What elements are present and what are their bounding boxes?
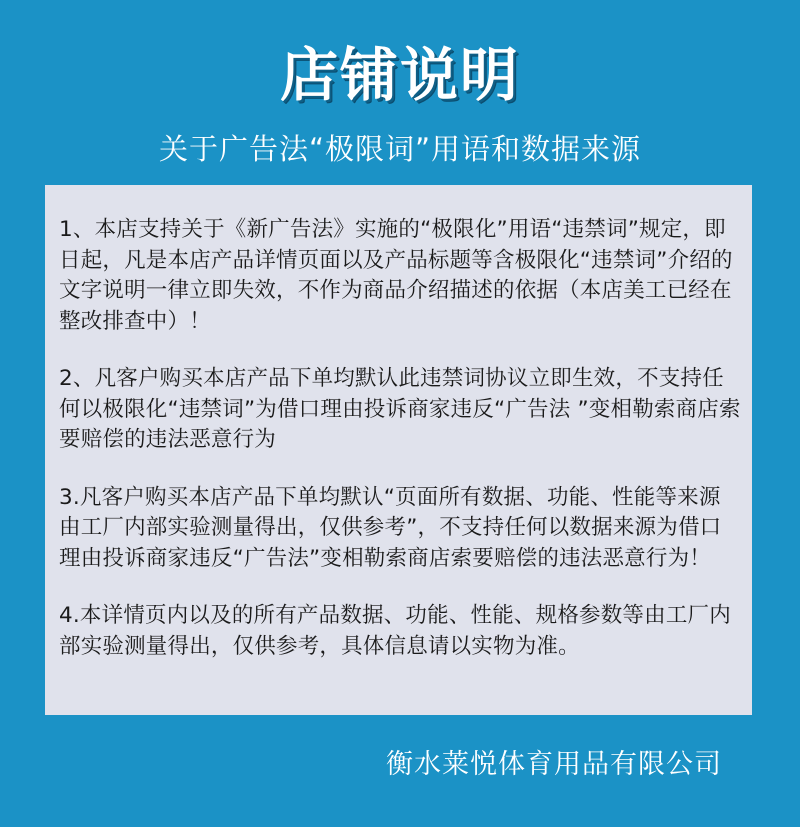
page-subtitle: 关于广告法“极限词”用语和数据来源 <box>158 132 642 166</box>
notice-paragraph-4: 4.本详情页内以及的所有产品数据、功能、性能、规格参数等由工厂内部实验测量得出，仅供参考，具体信息请以实物为准。 <box>59 603 731 659</box>
notice-paragraph-1: 1、本店支持关于《新广告法》实施的“极限化”用语“违禁词”规定，即日起，凡是本店产品详情页面以及产品标题等含极限化“违禁词”介绍的文字说明一律立即失效，不作为商品介绍描述的依据（本店美工已经在整改排查中）！ <box>59 217 733 334</box>
notice-paragraph-3: 3.凡客户购买本店产品下单均默认“页面所有数据、功能、性能等来源由工厂内部实验测量得出，仅供参考”，不支持任何以数据来源为借口理由投诉商家违反“广告法”变相勒索商店索要赔偿的违法恶意行为！ <box>59 484 722 571</box>
page-title: 店铺说明 <box>279 41 520 109</box>
company-name: 衡水莱悦体育用品有限公司 <box>386 749 722 780</box>
notice-paragraph-2: 2、凡客户购买本店产品下单均默认此违禁词协议立即生效，不支持任何以极限化“违禁词”为借口理由投诉商家违反“广告法 ”变相勒索商店索要赔偿的违法恶意行为 <box>59 366 741 452</box>
notice-panel <box>45 185 752 715</box>
